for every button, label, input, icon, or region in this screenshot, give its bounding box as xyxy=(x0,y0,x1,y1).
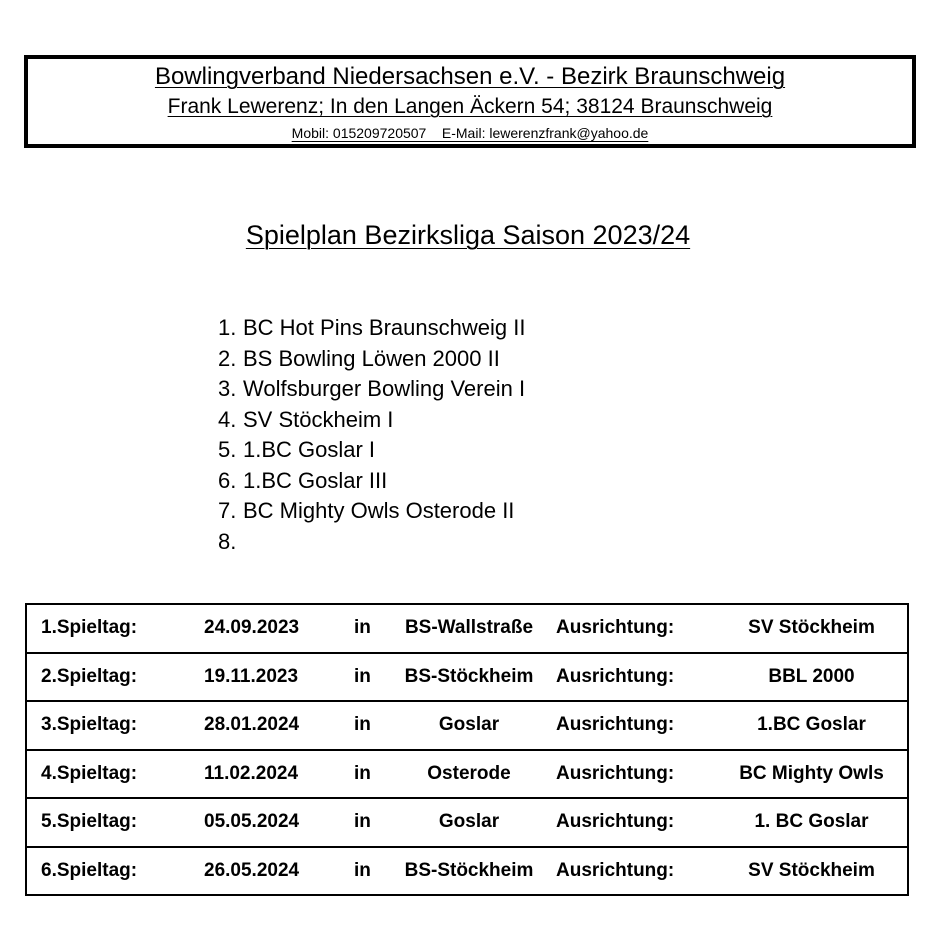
organizer-label-cell: Ausrichtung: xyxy=(554,701,716,750)
organizer-label-cell: Ausrichtung: xyxy=(554,847,716,896)
table-row xyxy=(26,653,908,702)
location-cell: BS-Stöckheim xyxy=(384,847,554,896)
team-name: 1.BC Goslar I xyxy=(243,437,376,462)
host-cell: SV Stöckheim xyxy=(716,847,908,896)
team-list-item xyxy=(218,496,525,527)
team-number: 5. xyxy=(218,437,237,462)
team-list xyxy=(218,313,525,557)
team-number: 7. xyxy=(218,498,237,523)
table-row xyxy=(26,798,908,847)
team-name: 1.BC Goslar III xyxy=(243,467,388,493)
location-cell: BS-Wallstraße xyxy=(404,617,534,639)
matchday-cell: 3.Spieltag: xyxy=(26,701,189,750)
team-list-item xyxy=(218,313,525,344)
document-title: Spielplan Bezirksliga Saison 2023/24 xyxy=(245,220,691,250)
host-cell: BBL 2000 xyxy=(716,653,908,702)
organizer-label-cell: Ausrichtung: xyxy=(554,750,716,799)
team-list-item xyxy=(218,435,525,466)
host-cell: 1.BC Goslar xyxy=(716,701,908,750)
location-cell: Osterode xyxy=(384,750,554,799)
team-name: BC Mighty Owls Osterode II xyxy=(243,498,515,523)
team-number: 4. xyxy=(218,406,237,432)
host-cell: 1. BC Goslar xyxy=(716,798,908,847)
table-row xyxy=(26,604,908,653)
host-cell: BC Mighty Owls xyxy=(716,750,908,799)
team-name: BC Hot Pins Braunschweig II xyxy=(243,315,526,340)
date-cell: 28.01.2024 xyxy=(189,701,354,750)
matchday-cell: 4.Spieltag: xyxy=(26,750,189,799)
organizer-label-cell: Ausrichtung: xyxy=(556,617,675,639)
matchday-cell: 5.Spieltag: xyxy=(26,798,189,847)
host-cell: SV Stöckheim xyxy=(748,617,875,639)
team-list-item xyxy=(218,527,525,558)
contact-phone-email: Mobil: 015209720507 E-Mail: lewerenzfrank@yahoo.de xyxy=(291,125,649,141)
team-name: Wolfsburger Bowling Verein I xyxy=(243,376,526,401)
in-cell: in xyxy=(354,617,371,639)
team-number: 3. xyxy=(218,376,237,401)
team-list-item xyxy=(218,374,525,405)
matchday-cell: 6.Spieltag: xyxy=(26,847,189,896)
matchday-cell: 2.Spieltag: xyxy=(26,653,189,702)
team-list-item xyxy=(218,466,525,497)
date-cell: 26.05.2024 xyxy=(189,847,354,896)
team-number: 6. xyxy=(218,467,237,493)
organizer-label-cell: Ausrichtung: xyxy=(554,653,716,702)
date-cell: 05.05.2024 xyxy=(189,798,354,847)
date-cell: 19.11.2023 xyxy=(189,653,354,702)
in-cell: in xyxy=(354,798,384,847)
letterhead-box xyxy=(24,55,916,148)
organizer-label-cell: Ausrichtung: xyxy=(554,798,716,847)
team-number: 2. xyxy=(218,345,237,371)
date-cell: 24.09.2023 xyxy=(204,617,300,639)
association-name: Bowlingverband Niedersachsen e.V. - Bezirk Braunschweig xyxy=(154,63,786,90)
table-row xyxy=(26,701,908,750)
table-row xyxy=(26,750,908,799)
location-cell: Goslar xyxy=(384,701,554,750)
team-name: BS Bowling Löwen 2000 II xyxy=(243,345,500,371)
schedule-table xyxy=(25,603,909,896)
team-list-item xyxy=(218,405,525,436)
in-cell: in xyxy=(354,847,384,896)
table-row xyxy=(26,847,908,896)
matchday-cell: 1.Spieltag: xyxy=(41,617,138,639)
in-cell: in xyxy=(354,750,384,799)
in-cell: in xyxy=(354,701,384,750)
in-cell: in xyxy=(354,653,384,702)
date-cell: 11.02.2024 xyxy=(189,750,354,799)
team-name: SV Stöckheim I xyxy=(243,406,394,432)
team-list-item xyxy=(218,344,525,375)
location-cell: BS-Stöckheim xyxy=(384,653,554,702)
team-number: 1. xyxy=(218,315,237,340)
location-cell: Goslar xyxy=(384,798,554,847)
team-number: 8. xyxy=(218,528,237,554)
contact-address: Frank Lewerenz; In den Langen Äckern 54; 38124 Braunschweig xyxy=(167,95,773,118)
